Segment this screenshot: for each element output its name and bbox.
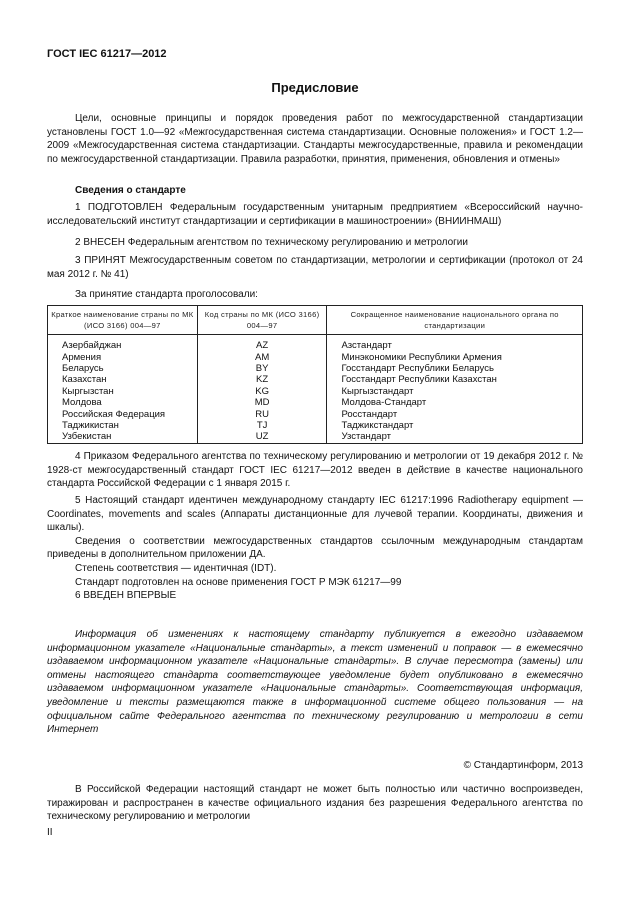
- table-row: [48, 374, 583, 385]
- table-row: [48, 409, 583, 420]
- item4-block: [47, 450, 583, 491]
- cell-country: Российская Федерация: [48, 409, 198, 420]
- cell-code: BY: [197, 363, 327, 374]
- rights-notice: В Российской Федерации настоящий стандарт не может быть полностью или частично воспроизведен, тиражирован и распространен в качестве официального издания без разрешения Федерального агентства по техническому регулированию и метрологии: [47, 784, 583, 823]
- vote-caption-block: [47, 288, 583, 302]
- voting-table: [47, 305, 583, 444]
- intro-block: [47, 112, 583, 166]
- table-row: [48, 420, 583, 431]
- cell-body: Молдова-Стандарт: [327, 397, 583, 408]
- cell-code: AZ: [197, 335, 327, 352]
- cell-body: Таджикстандарт: [327, 420, 583, 431]
- table-row: [48, 397, 583, 408]
- cell-code: MD: [197, 397, 327, 408]
- item2-block: [47, 236, 583, 250]
- cell-body: Узстандарт: [327, 431, 583, 443]
- item-6: 6 ВВЕДЕН ВПЕРВЫЕ: [75, 590, 177, 601]
- header-body: Сокращенное наименование национального органа по стандартизации: [327, 306, 583, 335]
- info-block: [47, 184, 583, 198]
- item1-block: [47, 201, 583, 228]
- item6-block: [47, 589, 583, 603]
- cell-body: Кыргызстандарт: [327, 386, 583, 397]
- item-2: 2 ВНЕСЕН Федеральным агентством по техническому регулированию и метрологии: [75, 237, 468, 248]
- copyright: © Стандартинформ, 2013: [463, 760, 583, 771]
- cell-code: KZ: [197, 374, 327, 385]
- cell-body: Госстандарт Республики Казахстан: [327, 374, 583, 385]
- table-row: [48, 363, 583, 374]
- item-1: 1 ПОДГОТОВЛЕН Федеральным государственным унитарным предприятием «Всероссийский научно-исследовательский институт стандартизации и сертификации в машиностроении» (ВНИИНМАШ): [47, 202, 583, 227]
- cell-country: Казахстан: [48, 374, 198, 385]
- item3-block: [47, 254, 583, 281]
- cell-country: Кыргызстан: [48, 386, 198, 397]
- cell-code: UZ: [197, 431, 327, 443]
- document-code: ГОСТ IEC 61217—2012: [47, 48, 167, 60]
- cell-code: TJ: [197, 420, 327, 431]
- item5-block: [47, 494, 583, 589]
- item-5-degree: Степень соответствия — идентичная (IDT).: [75, 562, 277, 574]
- cell-country: Беларусь: [48, 363, 198, 374]
- header-country: Краткое наименование страны по МК (ИСО 3166) 004—97: [48, 306, 198, 335]
- cell-body: Росстандарт: [327, 409, 583, 420]
- item-5-basis: Стандарт подготовлен на основе применения ГОСТ Р МЭК 61217—99: [75, 576, 402, 588]
- table-header-row: [48, 306, 583, 335]
- table-row: [48, 335, 583, 352]
- table-row: [48, 431, 583, 443]
- cell-country: Армения: [48, 352, 198, 363]
- cell-code: KG: [197, 386, 327, 397]
- cell-code: RU: [197, 409, 327, 420]
- cell-code: AM: [197, 352, 327, 363]
- item-5-references: Сведения о соответствии межгосударственных стандартов ссылочным международным стандартам приведены в дополнительном приложении ДА.: [47, 535, 583, 561]
- table-row: [48, 352, 583, 363]
- rights-block: [47, 783, 583, 824]
- header-code: Код страны по МК (ИСО 3166) 004—97: [197, 306, 327, 335]
- item-3: 3 ПРИНЯТ Межгосударственным советом по стандартизации, метрологии и сертификации (протокол от 24 мая 2012 г. № 41): [47, 255, 583, 280]
- vote-caption: За принятие стандарта проголосовали:: [75, 289, 258, 300]
- info-heading: Сведения о стандарте: [75, 185, 186, 196]
- intro-paragraph: Цели, основные принципы и порядок проведения работ по межгосударственной стандартизации установлены ГОСТ 1.0—92 «Межгосударственная система стандартизации. Основные положения» и ГОСТ 1.2—2009 «Межгосударственная система стандартизации. Стандарты межгосударственные, правила и рекомендации по межгосударственной стандартизации. Правила разработки, принятия, применения, обновления и отмены»: [47, 113, 583, 165]
- page-number: II: [47, 827, 53, 838]
- cell-body: Госстандарт Республики Беларусь: [327, 363, 583, 374]
- cell-body: Азстандарт: [327, 335, 583, 352]
- notice-block: [47, 628, 583, 737]
- item-4: 4 Приказом Федерального агентства по техническому регулированию и метрологии от 19 декабря 2012 г. № 1928-ст межгосударственный стандарт ГОСТ IEC 61217—2012 введен в действие в качестве национального стандарта Российской Федерации с 1 января 2015 г.: [47, 451, 583, 490]
- item-5: 5 Настоящий стандарт идентичен международному стандарту IEC 61217:1996 Radiotherapy equipment — Coordinates, movements and scales (Аппараты дистанционные для лучевой терапии. Координаты, движения и шкалы).: [47, 495, 583, 534]
- cell-country: Азербайджан: [48, 335, 198, 352]
- cell-body: Минэкономики Республики Армения: [327, 352, 583, 363]
- cell-country: Молдова: [48, 397, 198, 408]
- changes-notice: Информация об изменениях к настоящему стандарту публикуется в ежегодно издаваемом информационном указателе «Национальные стандарты», а текст изменений и поправок — в ежемесячно издаваемом информационном указателе «Национальные стандарты». В случае пересмотра (замены) или отмены настоящего стандарта соответствующее уведомление будет опубликовано в ежемесячно издаваемом информационном указателе «Национальные стандарты». Соответствующая информация, уведомление и тексты размещаются также в информационной системе общего пользования — на официальном сайте Федерального агентства по техническому регулированию и метрологии в сети Интернет: [47, 629, 583, 736]
- cell-country: Таджикистан: [48, 420, 198, 431]
- cell-country: Узбекистан: [48, 431, 198, 443]
- table-row: [48, 386, 583, 397]
- page-title: Предисловие: [271, 80, 359, 95]
